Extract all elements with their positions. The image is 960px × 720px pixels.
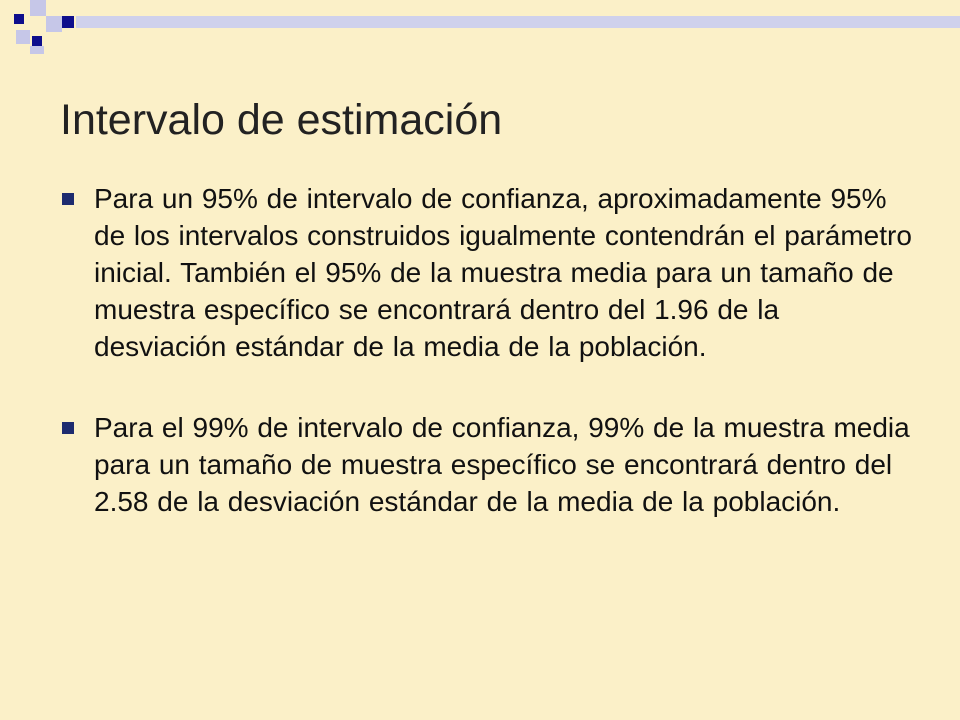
deco-square-dark bbox=[14, 14, 24, 24]
header-decoration bbox=[0, 0, 960, 60]
bullet-list bbox=[60, 180, 920, 520]
slide-title: Intervalo de estimación bbox=[60, 96, 503, 144]
deco-square-light bbox=[46, 16, 62, 32]
bullet-item bbox=[60, 180, 920, 365]
bullet-text: Para un 95% de intervalo de confianza, aproximadamente 95% de los intervalos construidos igualmente contendrán el parámetro inicial. También el 95% de la muestra media para un tamaño de muestra específico se encontrará dentro del 1.96 de la desviación estándar de la media de la población. bbox=[94, 183, 912, 362]
square-bullet-icon bbox=[62, 193, 74, 205]
deco-square-dark bbox=[62, 16, 74, 28]
bullet-text: Para el 99% de intervalo de confianza, 99% de la muestra media para un tamaño de muestra específico se encontrará dentro del 2.58 de la desviación estándar de la media de la población. bbox=[94, 412, 910, 517]
deco-square-light bbox=[30, 0, 46, 16]
bullet-item bbox=[60, 409, 920, 520]
deco-square-light bbox=[30, 46, 44, 54]
deco-square-dark bbox=[32, 36, 42, 46]
header-bar bbox=[76, 16, 960, 28]
square-bullet-icon bbox=[62, 422, 74, 434]
deco-square-light bbox=[16, 30, 30, 44]
